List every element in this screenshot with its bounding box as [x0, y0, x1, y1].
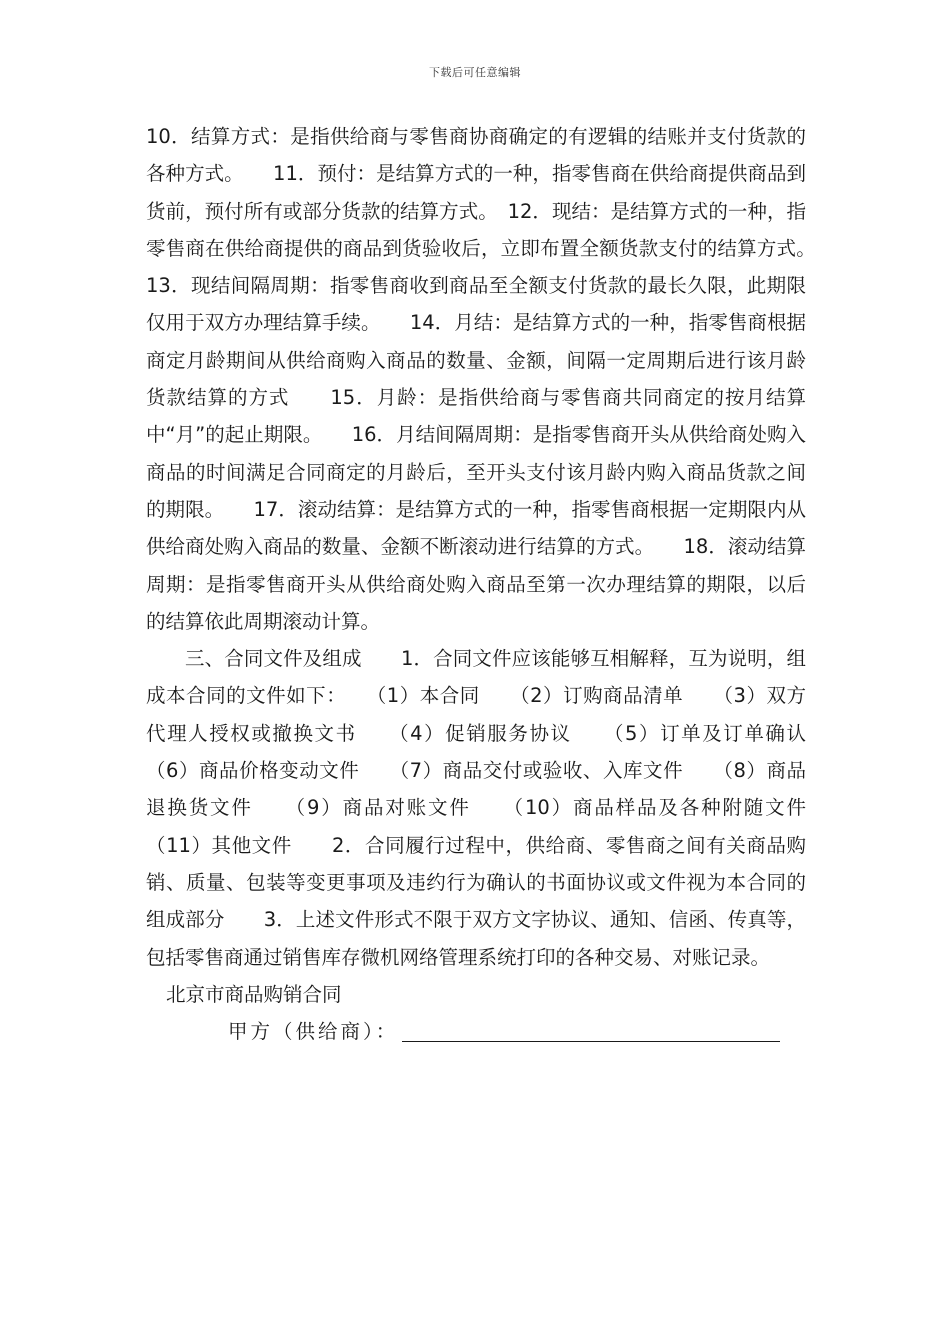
- document-body: [146, 118, 846, 1050]
- party-a-blank-field[interactable]: [402, 1017, 780, 1042]
- settlement-definitions-paragraph: 10．结算方式：是指供给商与零售商协商确定的有逻辑的结账并支付货款的各种方式。 11．预付：是结算方式的一种，指零售商在供给商提供商品到货前，预付所有或部分货款的结算方式。 12．现结：是结算方式的一种，指零售商在供给商提供的商品到货验收后，立即布置全额货款支付的结算方式。 13．现结间隔周期：指零售商收到商品至全额支付货款的最长久限，此期限仅用于双方办理结算手续。 14．月结：是结算方式的一种，指零售商根据商定月龄期间从供给商购入商品的数量、金额，间隔一定周期后进行该月龄货款结算的方式 15．月龄：是指供给商与零售商共同商定的按月结算中“月”的起止期限。 16．月结间隔周期：是指零售商开头从供给商处购入商品的时间满足合同商定的月龄后，至开头支付该月龄内购入商品货款之间的期限。 17．滚动结算：是结算方式的一种，指零售商根据一定期限内从供给商处购入商品的数量、金额不断滚动进行结算的方式。 18．滚动结算周期：是指零售商开头从供给商处购入商品至第一次办理结算的期限，以后的结算依此周期滚动计算。: [146, 125, 846, 633]
- contract-documents-paragraph: 三、合同文件及组成 1．合同文件应该能够互相解释，互为说明，组成本合同的文件如下： （1）本合同 （2）订购商品清单 （3）双方代理人授权或撤换文书 （4）促销服务协议 （5）订单及订单确认 （6）商品价格变动文件 （7）商品交付或验收、入库文件 （8）商品退换货文件 （9）商品对账文件 （10）商品样品及各种附随文件 （11）其他文件 2．合同履行过程中，供给商、零售商之间有关商品购销、质量、包装等变更事项及违约行为确认的书面协议或文件视为本合同的组成部分 3．上述文件形式不限于双方文字协议、通知、信函、传真等，包括零售商通过销售库存微机网络管理系统打印的各种交易、对账记录。: [146, 647, 846, 969]
- party-a-label: 甲方（供给商）：: [228, 1020, 399, 1044]
- party-a-line: [146, 1013, 806, 1050]
- contract-title: 北京市商品购销合同: [166, 982, 342, 1006]
- page-header: 下载后可任意编辑: [429, 66, 521, 79]
